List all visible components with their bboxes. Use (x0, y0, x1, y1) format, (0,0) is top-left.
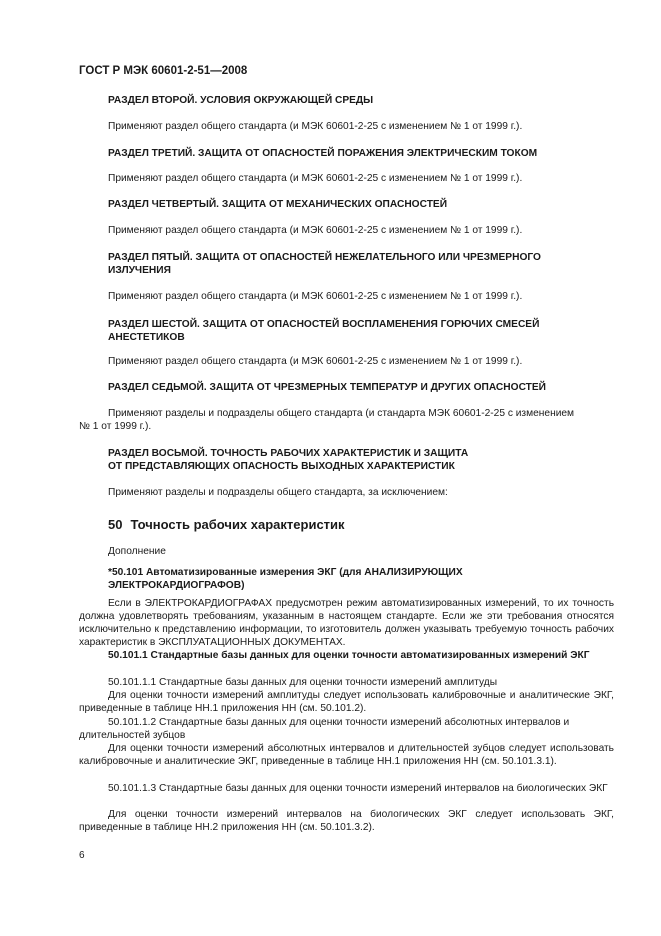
section-8-title-line2: ОТ ПРЕДСТАВЛЯЮЩИХ ОПАСНОСТЬ ВЫХОДНЫХ ХАРАКТЕРИСТИК (108, 461, 455, 472)
section-5-text: Применяют раздел общего стандарта (и МЭК 60601-2-25 с изменением № 1 от 1999 г.). (108, 291, 523, 302)
section-2-title: РАЗДЕЛ ВТОРОЙ. УСЛОВИЯ ОКРУЖАЮЩЕЙ СРЕДЫ (108, 95, 374, 106)
clause-50-101-1-3-title: 50.101.1.3 Стандартные базы данных для оценки точности измерений интервалов на биологических ЭКГ (108, 783, 608, 794)
section-3-title: РАЗДЕЛ ТРЕТИЙ. ЗАЩИТА ОТ ОПАСНОСТЕЙ ПОРАЖЕНИЯ ЭЛЕКТРИЧЕСКИМ ТОКОМ (108, 148, 538, 159)
clause-50-101-1-3-text: Для оценки точности измерений интервалов на биологических ЭКГ следует использовать ЭКГ, приведенные в таблице НН.2 приложения НН (см. 50.101.3.2). (79, 809, 614, 833)
addition-label: Дополнение (108, 546, 166, 557)
section-6-text: Применяют раздел общего стандарта (и МЭК 60601-2-25 с изменением № 1 от 1999 г.). (108, 356, 523, 367)
section-5-title-line2: ИЗЛУЧЕНИЯ (108, 265, 171, 276)
section-5-title (108, 251, 608, 277)
section-2-text: Применяют раздел общего стандарта (и МЭК 60601-2-25 с изменением № 1 от 1999 г.). (108, 121, 523, 132)
clause-50-number: 50 (108, 517, 123, 532)
section-7-title: РАЗДЕЛ СЕДЬМОЙ. ЗАЩИТА ОТ ЧРЕЗМЕРНЫХ ТЕМПЕРАТУР И ДРУГИХ ОПАСНОСТЕЙ (108, 382, 547, 393)
section-6-title-line2: АНЕСТЕТИКОВ (108, 332, 185, 343)
clause-50-101-title-line2: ЭЛЕКТРОКАРДИОГРАФОВ) (108, 580, 245, 591)
clause-50-101-1-2-text: Для оценки точности измерений абсолютных интервалов и длительностей зубцов следует использовать калибровочные и аналитические ЭКГ, приведенные в таблице НН.1 приложения НН (см. 50.101.3.1). (79, 743, 614, 767)
clause-50-101-1-title: 50.101.1 Стандартные базы данных для оценки точности автоматизированных измерений ЭКГ (108, 650, 590, 661)
section-8-title-line1: РАЗДЕЛ ВОСЬМОЙ. ТОЧНОСТЬ РАБОЧИХ ХАРАКТЕРИСТИК И ЗАЩИТА (108, 448, 469, 459)
section-7-text (79, 407, 614, 433)
section-5-title-line1: РАЗДЕЛ ПЯТЫЙ. ЗАЩИТА ОТ ОПАСНОСТЕЙ НЕЖЕЛАТЕЛЬНОГО ИЛИ ЧРЕЗМЕРНОГО (108, 252, 541, 263)
section-8-text: Применяют разделы и подразделы общего стандарта, за исключением: (108, 487, 448, 498)
section-7-text-line1: Применяют разделы и подразделы общего стандарта (и стандарта МЭК 60601-2-25 с изменением (108, 408, 575, 419)
clause-50-heading (108, 517, 345, 532)
clause-50-101-title (108, 566, 608, 592)
clause-50-101-1-1-title: 50.101.1.1 Стандартные базы данных для оценки точности измерений амплитуды (108, 677, 498, 688)
clause-50-101-text: Если в ЭЛЕКТРОКАРДИОГРАФАХ предусмотрен режим автоматизированных измерений, то их точность должна удовлетворять требованиям, указанным в настоящем стандарте. Если же эти требования относятся исключительно к представлению информации, то изготовитель должен указывать требуемую точность рабочих характеристик в ЭКСПЛУАТАЦИОННЫХ ДОКУМЕНТАХ. (79, 598, 614, 648)
section-8-title (108, 447, 608, 473)
section-6-title (108, 318, 608, 344)
section-3-text: Применяют раздел общего стандарта (и МЭК 60601-2-25 с изменением № 1 от 1999 г.). (108, 173, 523, 184)
section-4-text: Применяют раздел общего стандарта (и МЭК 60601-2-25 с изменением № 1 от 1999 г.). (108, 225, 523, 236)
clause-50-title: Точность рабочих характеристик (130, 517, 345, 532)
clause-50-101-title-line1: *50.101 Автоматизированные измерения ЭКГ (для АНАЛИЗИРУЮЩИХ (108, 567, 463, 578)
section-7-text-line2: № 1 от 1999 г.). (79, 421, 152, 432)
section-4-title: РАЗДЕЛ ЧЕТВЕРТЫЙ. ЗАЩИТА ОТ МЕХАНИЧЕСКИХ ОПАСНОСТЕЙ (108, 199, 448, 210)
page-number: 6 (79, 850, 85, 861)
section-6-title-line1: РАЗДЕЛ ШЕСТОЙ. ЗАЩИТА ОТ ОПАСНОСТЕЙ ВОСПЛАМЕНЕНИЯ ГОРЮЧИХ СМЕСЕЙ (108, 319, 540, 330)
clause-50-101-1-1-text: Для оценки точности измерений амплитуды следует использовать калибровочные и аналитические ЭКГ, приведенные в таблице НН.1 приложения НН (см. 50.101.2). (79, 690, 614, 714)
clause-50-101-1-2-title: 50.101.1.2 Стандартные базы данных для оценки точности измерений абсолютных интервалов и длительностей зубцов (79, 717, 570, 741)
document-header: ГОСТ Р МЭК 60601-2-51—2008 (79, 65, 248, 77)
